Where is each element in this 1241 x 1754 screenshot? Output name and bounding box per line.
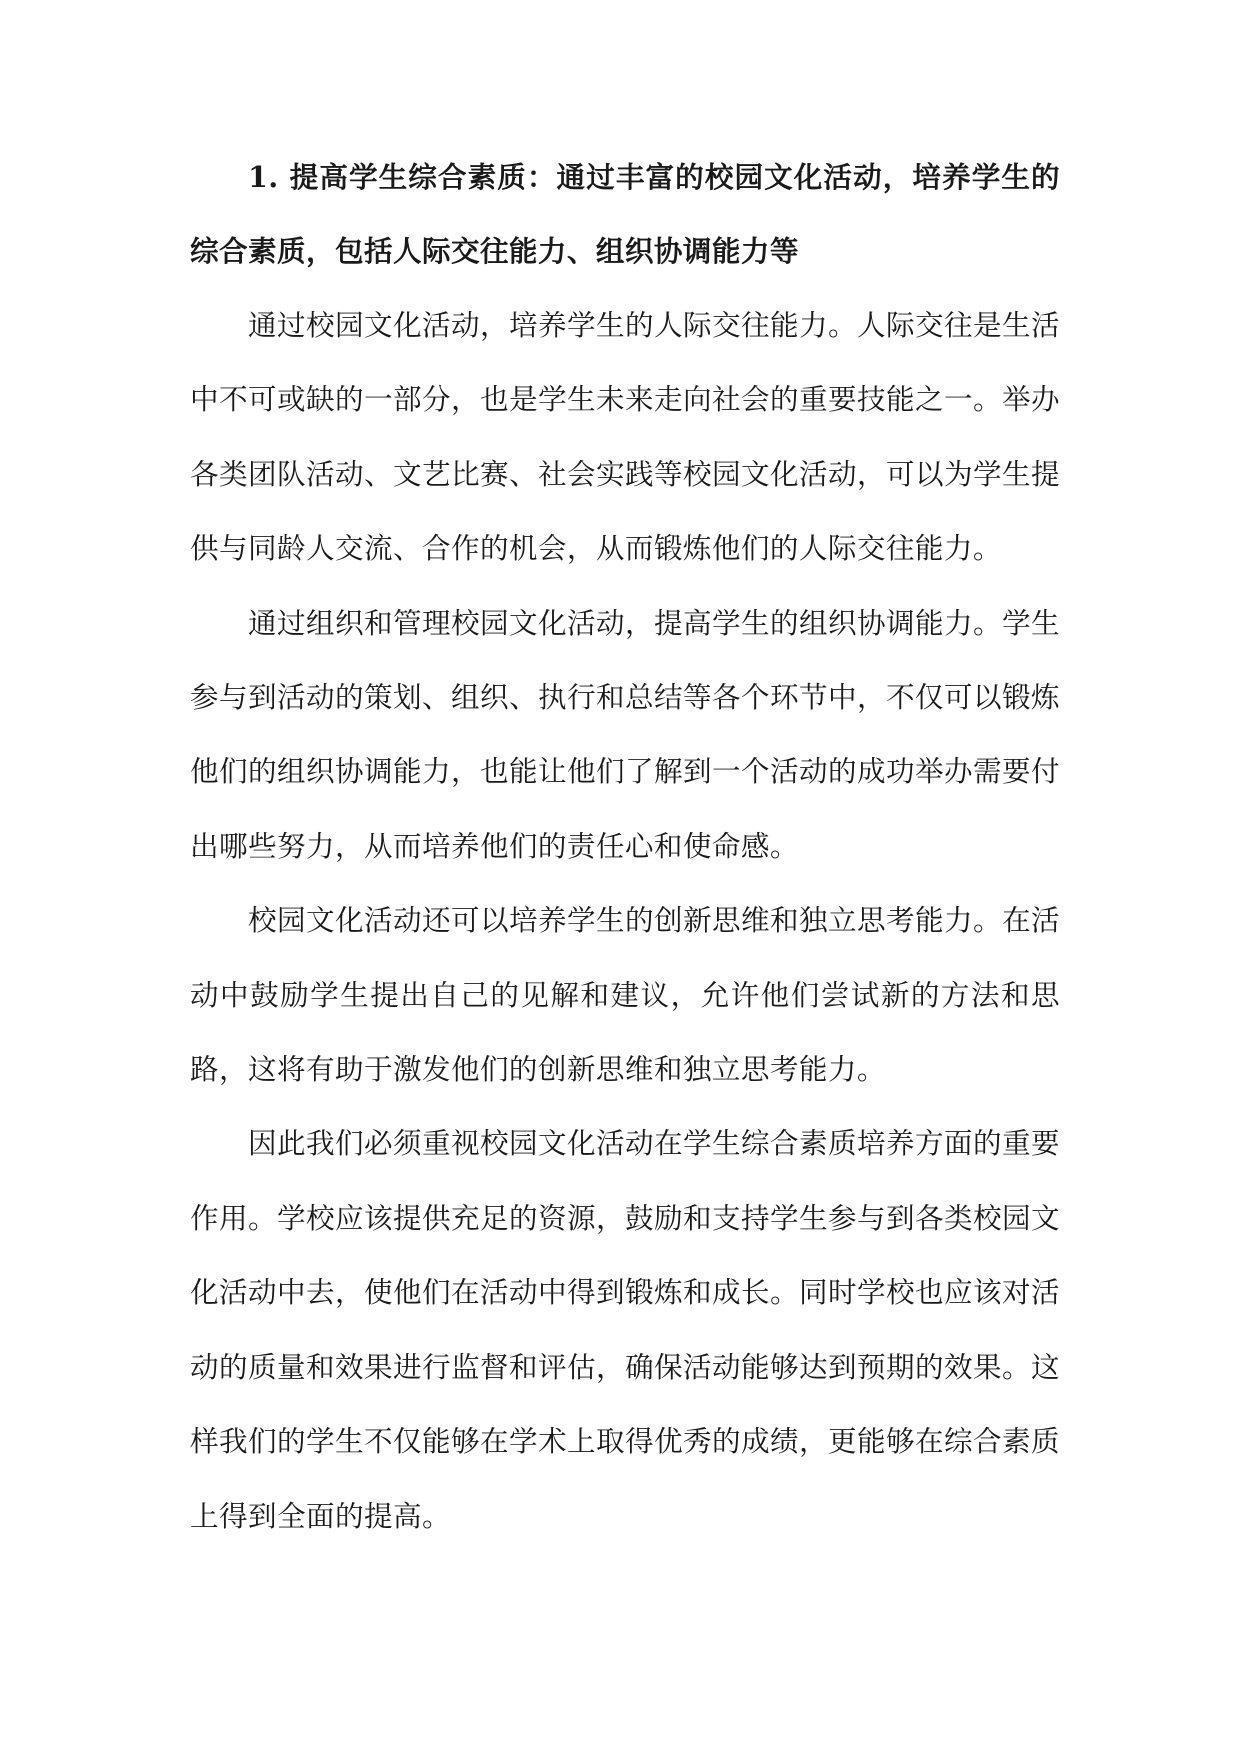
document-body — [190, 140, 1060, 1553]
paragraph-organization-skills: 通过组织和管理校园文化活动，提高学生的组织协调能力。学生参与到活动的策划、组织、执行和总结等各个环节中，不仅可以锻炼他们的组织协调能力，也能让他们了解到一个活动的成功举办需要付出哪些努力，从而培养他们的责任心和使命感。 — [190, 605, 1060, 863]
paragraph-conclusion: 因此我们必须重视校园文化活动在学生综合素质培养方面的重要作用。学校应该提供充足的资源，鼓励和支持学生参与到各类校园文化活动中去，使他们在活动中得到锻炼和成长。同时学校也应该对活动的质量和效果进行监督和评估，确保活动能够达到预期的效果。这样我们的学生不仅能够在学术上取得优秀的成绩，更能够在综合素质上得到全面的提高。 — [190, 1126, 1060, 1533]
paragraph-innovative-thinking: 校园文化活动还可以培养学生的创新思维和独立思考能力。在活动中鼓励学生提出自己的见解和建议，允许他们尝试新的方法和思路，这将有助于激发他们的创新思维和独立思考能力。 — [190, 903, 1060, 1087]
section-heading: 1. 提高学生综合素质：通过丰富的校园文化活动，培养学生的综合素质，包括人际交往能力、组织协调能力等 — [190, 160, 1060, 268]
paragraph-interpersonal-skills: 通过校园文化活动，培养学生的人际交往能力。人际交往是生活中不可或缺的一部分，也是学生未来走向社会的重要技能之一。举办各类团队活动、文艺比赛、社会实践等校园文化活动，可以为学生提供与同龄人交流、合作的机会，从而锻炼他们的人际交往能力。 — [190, 308, 1060, 566]
